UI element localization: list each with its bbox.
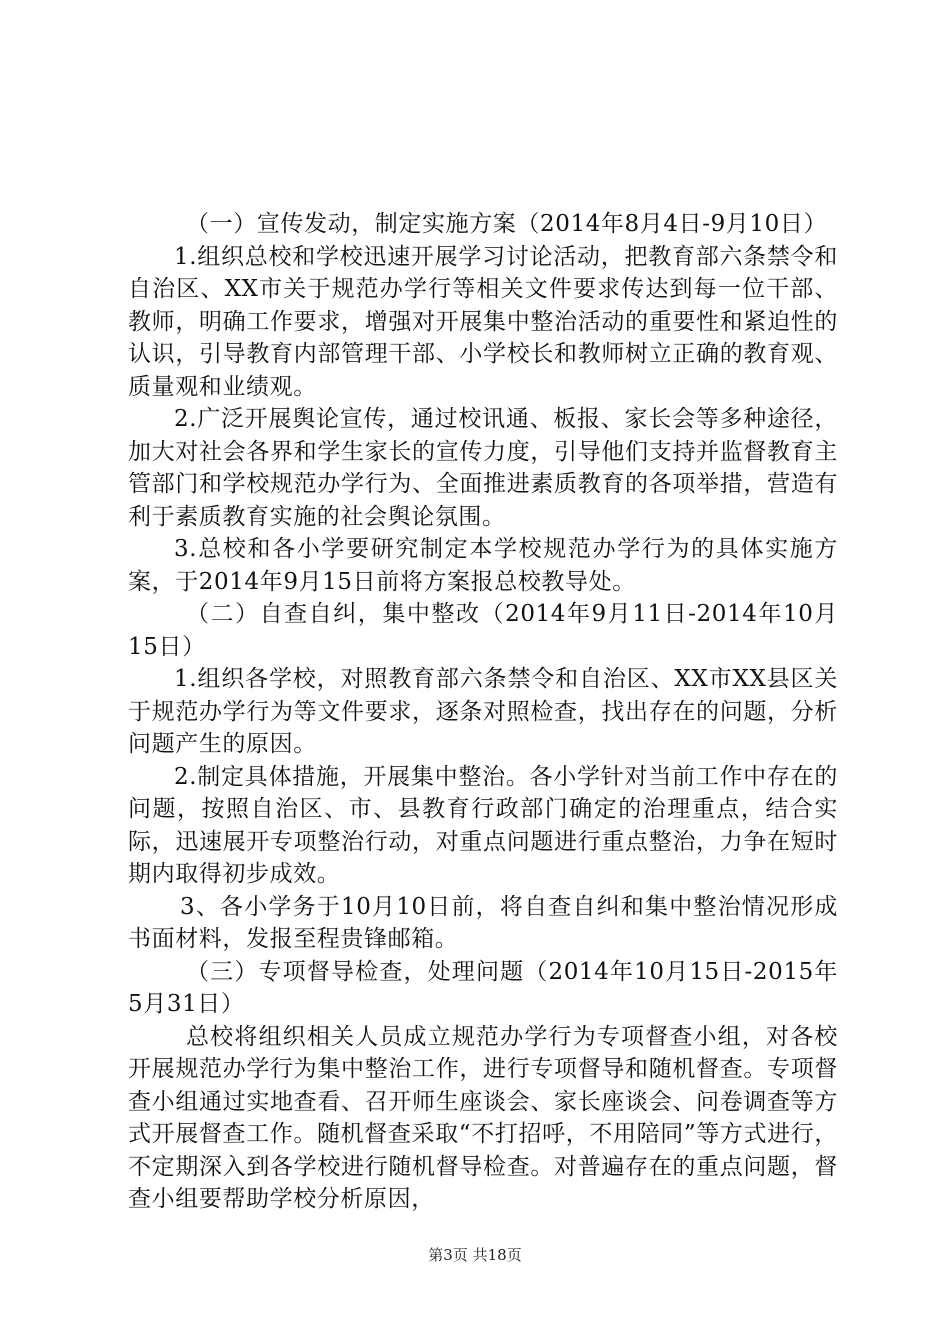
- section-1-heading: （一）宣传发动，制定实施方案（2014年8月4日-9月10日）: [186, 211, 828, 237]
- section-2-item-3: 3、各小学务于10月10日前，将自查自纠和集中整治情况形成书面材料，发报至程贵锋邮箱。: [128, 893, 838, 952]
- section-1-item-1: 1.组织总校和学校迅速开展学习讨论活动，把教育部六条禁令和自治区、XX市关于规范办学行等相关文件要求传达到每一位干部、教师，明确工作要求，增强对开展集中整治活动的重要性和紧迫性的认识，引导教育内部管理干部、小学校长和教师树立正确的教育观、质量观和业绩观。: [128, 243, 838, 400]
- section-2-item-2: 2.制定具体措施，开展集中整治。各小学针对当前工作中存在的问题，按照自治区、市、县教育行政部门确定的治理重点，结合实际，迅速展开专项整治行动，对重点问题进行重点整治，力争在短时期内取得初步成效。: [128, 763, 838, 887]
- page-number-label: 第3页 共18页: [428, 1246, 522, 1264]
- section-1-item-3: 3.总校和各小学要研究制定本学校规范办学行为的具体实施方案，于2014年9月15日前将方案报总校教导处。: [128, 536, 838, 595]
- section-1-item-2: 2.广泛开展舆论宣传，通过校讯通、板报、家长会等多种途径，加大对社会各界和学生家长的宣传力度，引导他们支持并监督教育主管部门和学校规范办学行为、全面推进素质教育的各项举措，营造有利于素质教育实施的社会舆论氛围。: [128, 406, 838, 530]
- section-2-heading: （二）自查自纠，集中整改（2014年9月11日-2014年10月15日）: [128, 601, 838, 660]
- section-2-item-1: 1.组织各学校，对照教育部六条禁令和自治区、XX市XX县区关于规范办学行为等文件要求，逐条对照检查，找出存在的问题，分析问题产生的原因。: [128, 666, 838, 757]
- section-3-heading: （三）专项督导检查，处理问题（2014年10月15日-2015年5月31日）: [128, 958, 838, 1017]
- page-footer: [0, 1244, 950, 1265]
- document-body: [128, 208, 838, 1216]
- section-3-body: 总校将组织相关人员成立规范办学行为专项督查小组，对各校开展规范办学行为集中整治工作，进行专项督导和随机督查。专项督查小组通过实地查看、召开师生座谈会、家长座谈会、问卷调查等方式开展督查工作。随机督查采取“不打招呼，不用陪同”等方式进行，不定期深入到各学校进行随机督导检查。对普遍存在的重点问题，督查小组要帮助学校分析原因，: [128, 1023, 838, 1212]
